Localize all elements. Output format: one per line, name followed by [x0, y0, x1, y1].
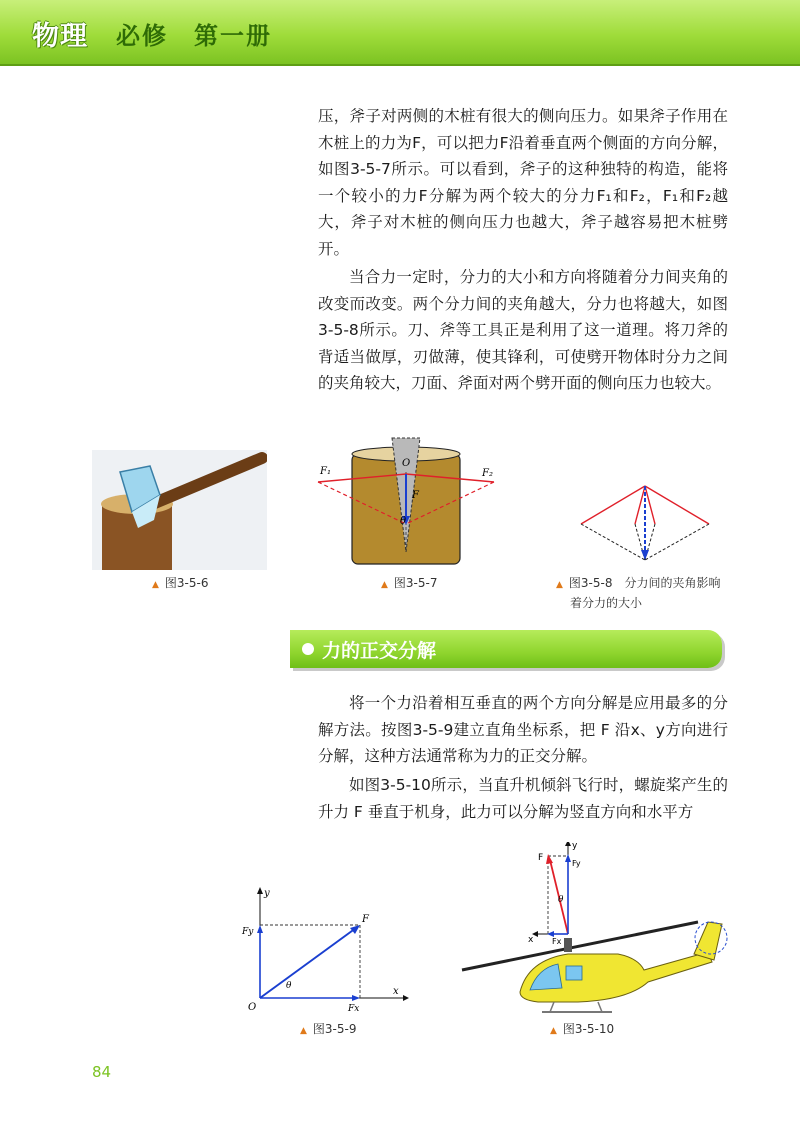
figure-axe-photo: [92, 450, 267, 570]
label-origin: O: [248, 1002, 257, 1013]
triangle-marker-icon: ▲: [152, 580, 159, 590]
section-header: [290, 630, 722, 668]
caption-fig-3-5-7: [381, 574, 438, 591]
label-force: F: [362, 914, 369, 925]
caption-fig-3-5-9: [300, 1020, 357, 1037]
paragraph-2-text: 当合力一定时，分力的大小和方向将随着分力间夹角的改变而改变。两个分力间的夹角越大，分力也将越大，如图3-5-8所示。刀、斧等工具正是利用了这一道理。将刀斧的背适当做厚，刃做薄，使其锋利，可使劈开物体时分力之间的夹角较大，刀面、斧面对两个劈开面的侧向压力也较大。: [318, 268, 728, 392]
paragraph-1-text: 压，斧子对两侧的木桩有很大的侧向压力。如果斧子作用在木桩上的力为F，可以把力F沿着垂直两个侧面的方向分解，如图3-5-7所示。可以看到，斧子的这种独特的构造，能将一个较小的力F分解为两个较大的分力F₁和F₂，F₁和F₂越大，斧子对木桩的侧向压力也越大，斧子越容易把木桩劈开。: [318, 107, 728, 258]
bullet-dot-icon: [302, 643, 314, 655]
page-header: [0, 0, 800, 66]
label-F1: F₁: [320, 466, 331, 477]
caption-fig-3-5-7-text: 图3-5-7: [393, 576, 438, 590]
paragraph-3-text: 将一个力沿着相互垂直的两个方向分解是应用最多的分解方法。按图3-5-9建立直角坐标系，把 F 沿x、y方向进行分解，这种方法通常称为力的正交分解。: [318, 694, 728, 765]
label-Fx: Fx: [348, 1004, 360, 1014]
triangle-marker-icon: ▲: [300, 1026, 307, 1036]
label-heli-Fx: Fx: [552, 937, 562, 946]
paragraph-3: [318, 690, 728, 770]
label-angle: θ: [286, 981, 292, 991]
caption-fig-3-5-8-line-1: [556, 574, 721, 594]
caption-fig-3-5-9-text: 图3-5-9: [312, 1022, 357, 1036]
caption-fig-3-5-8-line-2: 着分力的大小: [570, 596, 643, 610]
figure-orthogonal-axes: [238, 884, 413, 1016]
label-heli-y: y: [572, 842, 578, 851]
caption-fig-3-5-10-text: 图3-5-10: [562, 1022, 615, 1036]
caption-fig-3-5-6: [152, 574, 209, 591]
book-title: 物理: [32, 21, 88, 52]
page-number: 84: [92, 1063, 112, 1081]
book-subtitle: 必修 第一册: [116, 22, 272, 50]
label-heli-x: x: [528, 935, 534, 945]
label-theta: θ: [400, 516, 407, 527]
triangle-marker-icon: ▲: [381, 580, 388, 590]
figure-wedge-forces: [312, 432, 502, 572]
label-F: F: [412, 490, 419, 501]
label-heli-F: F: [538, 853, 544, 863]
paragraph-4: [318, 772, 728, 825]
label-O: O: [402, 458, 411, 469]
caption-fig-3-5-8-line-1-text: 图3-5-8 分力间的夹角影响: [568, 576, 721, 590]
paragraph-1: [318, 103, 728, 262]
label-x-axis: x: [393, 986, 399, 997]
label-heli-theta: θ: [558, 895, 564, 905]
paragraph-4-text: 如图3-5-10所示，当直升机倾斜飞行时，螺旋桨产生的升力 F 垂直于机身，此力可以分解为竖直方向和水平方: [318, 776, 728, 821]
label-F2: F₂: [482, 468, 493, 479]
label-heli-Fy: Fy: [572, 859, 581, 868]
label-y-axis: y: [264, 888, 270, 899]
figure-angle-components: [575, 480, 715, 565]
section-title: 力的正交分解: [322, 640, 437, 662]
label-Fy: Fy: [242, 927, 254, 937]
paragraph-2: [318, 264, 728, 397]
caption-fig-3-5-8: [556, 574, 721, 612]
triangle-marker-icon: ▲: [550, 1026, 557, 1036]
caption-fig-3-5-10: [550, 1020, 614, 1037]
figure-helicopter: [458, 842, 733, 1020]
triangle-marker-icon: ▲: [556, 580, 563, 590]
caption-fig-3-5-6-text: 图3-5-6: [164, 576, 209, 590]
